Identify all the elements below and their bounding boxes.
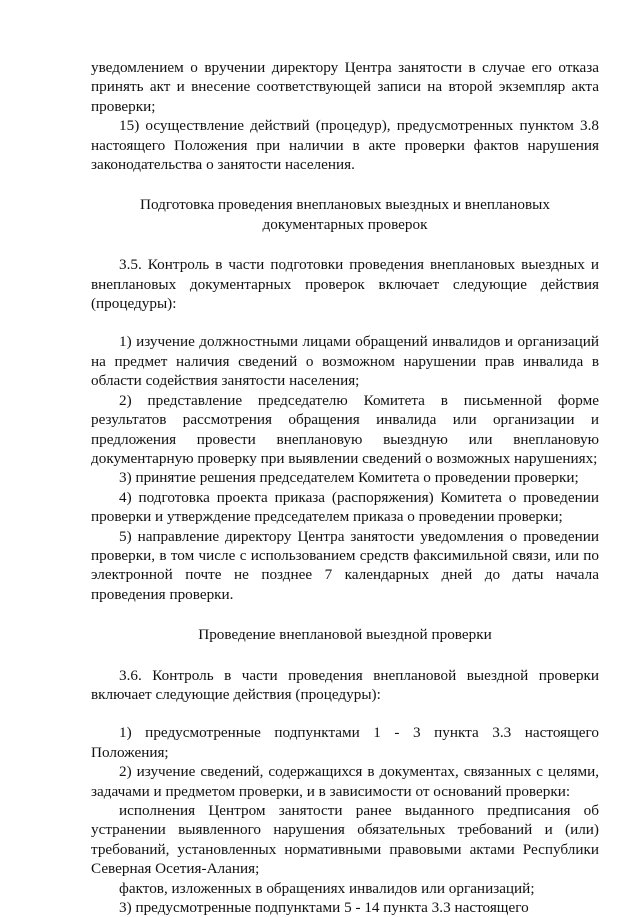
document-page bbox=[91, 58, 599, 917]
list-item-3-5-2: 2) представление председателю Комитета в письменной форме результатов рассмотрения обращения инвалида или организации и предложения провести внеплановую выездную или внеплановую документарную проверку при выявлении сведений о возможных нарушениях; bbox=[91, 391, 599, 467]
section-heading-inspection: Проведение внеплановой выездной проверки bbox=[198, 626, 492, 644]
paragraph-continuation: уведомлением о вручении директору Центра занятости в случае его отказа принять акт и внесение соответствующей записи на второй экземпляр акта проверки; bbox=[91, 59, 599, 115]
list-item-3-5-5: 5) направление директору Центра занятости уведомления о проведении проверки, в том числе с использованием средств факсимильной связи, или по электронной почте не позднее 7 календарных дней до даты начала проведения проверки. bbox=[91, 527, 599, 603]
section-intro-3-5: 3.5. Контроль в части подготовки проведения внеплановых выездных и внеплановых документарных проверок включает следующие действия (процедуры): bbox=[91, 256, 599, 313]
list-item-3-6-2b: фактов, изложенных в обращениях инвалидов или организаций; bbox=[119, 879, 535, 897]
list-item-3-5-4: 4) подготовка проекта приказа (распоряжения) Комитета о проведении проверки и утверждение председателем приказа о проведении проверки; bbox=[91, 488, 599, 526]
list-item-3-5-1: 1) изучение должностными лицами обращений инвалидов и организаций на предмет наличия сведений о возможном нарушении прав инвалида в области содействия занятости населения; bbox=[91, 333, 599, 390]
list-item-3-6-2a: исполнения Центром занятости ранее выданного предписания об устранении выявленного нарушения обязательных требований и (или) требований, установленных нормативными правовыми актами Республики Северная Осетия-Алания; bbox=[91, 802, 599, 878]
list-item-3-6-3: 3) предусмотренные подпунктами 5 - 14 пункта 3.3 настоящего bbox=[119, 899, 529, 917]
paragraph-item-15: 15) осуществление действий (процедур), предусмотренных пунктом 3.8 настоящего Положения при наличии в акте проверки фактов нарушения законодательства о занятости населения. bbox=[91, 117, 599, 174]
list-item-3-5-3: 3) принятие решения председателем Комитета о проведении проверки; bbox=[119, 469, 579, 487]
section-heading-preparation: Подготовка проведения внеплановых выездных и внеплановых документарных проверок bbox=[140, 196, 550, 233]
list-item-3-6-1: 1) предусмотренные подпунктами 1 - 3 пункта 3.3 настоящего Положения; bbox=[91, 724, 599, 761]
list-item-3-6-2: 2) изучение сведений, содержащихся в документах, связанных с целями, задачами и предметом проверки, и в зависимости от оснований проверки: bbox=[91, 763, 599, 800]
section-intro-3-6: 3.6. Контроль в части проведения внеплановой выездной проверки включает следующие действия (процедуры): bbox=[91, 666, 599, 703]
